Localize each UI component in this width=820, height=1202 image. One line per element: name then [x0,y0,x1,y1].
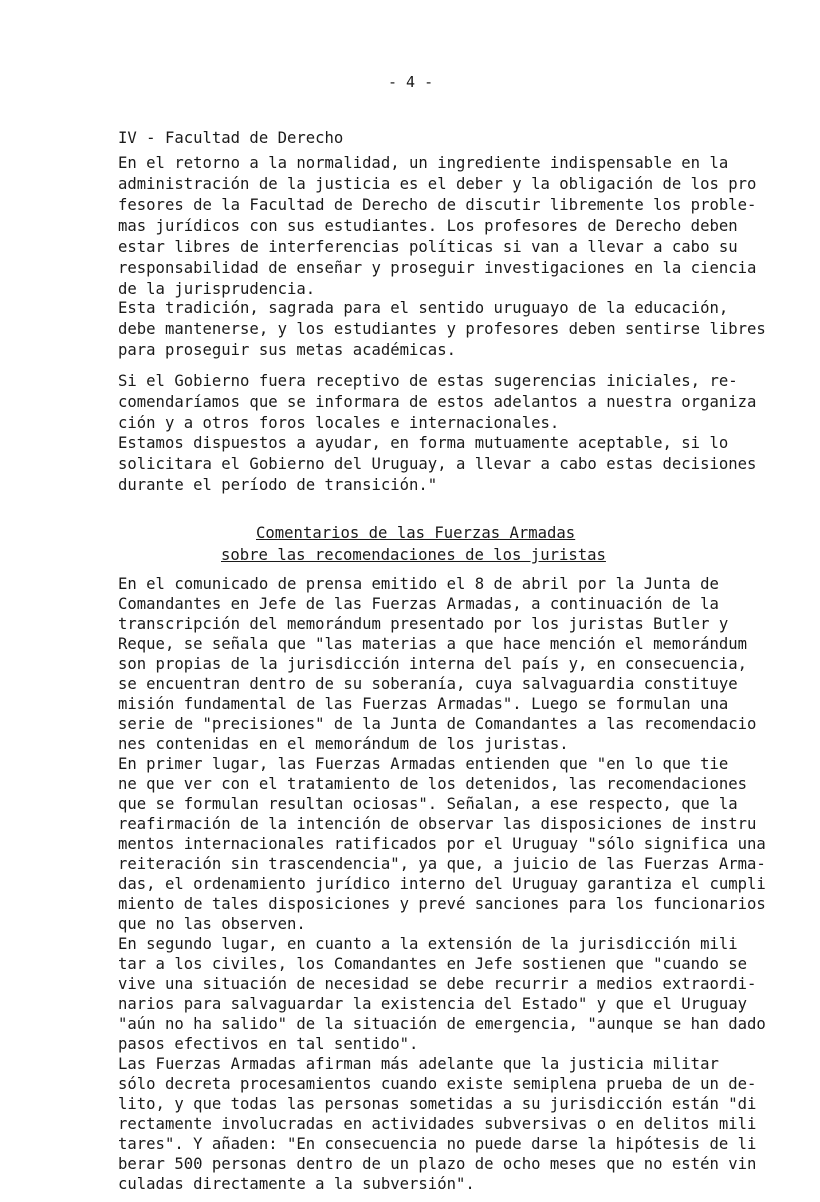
text-line: mas jurídicos con sus estudiantes. Los profesores de Derecho deben [118,217,738,235]
text-line: Reque, se señala que "las materias a que hace mención el memorándum [118,635,748,653]
text-line: mentos internacionales ratificados por el Uruguay "sólo significa una [118,835,766,853]
text-line: Esta tradición, sagrada para el sentido uruguayo de la educación, [118,299,729,317]
text-line: nes contenidas en el memorándum de los juristas. [118,735,569,753]
text-line: Comandantes en Jefe de las Fuerzas Armadas, a continuación de la [118,595,719,613]
text-line: misión fundamental de las Fuerzas Armadas". Luego se formulan una [118,695,729,713]
text-line: tares". Y añaden: "En consecuencia no puede darse la hipótesis de li [118,1135,757,1153]
text-line: rectamente involucradas en actividades subversivas o en delitos mili [118,1115,757,1133]
text-line: berar 500 personas dentro de un plazo de ocho meses que no estén vin [118,1155,757,1173]
text-line: lito, y que todas las personas sometidas a su jurisdicción están "di [118,1095,757,1113]
text-line: que se formulan resultan ociosas". Señalan, a ese respecto, que la [118,795,738,813]
text-line: tar a los civiles, los Comandantes en Jefe sostienen que "cuando se [118,955,748,973]
text-line: sólo decreta procesamientos cuando existe semiplena prueba de un de- [118,1075,757,1093]
text-line: comendaríamos que se informara de estos adelantos a nuestra organiza [118,393,757,411]
text-line: son propias de la jurisdicción interna del país y, en consecuencia, [118,655,748,673]
page-number: - 4 - [388,73,434,91]
text-line: narios para salvaguardar la existencia del Estado" y que el Uruguay [118,995,748,1013]
text-line: ne que ver con el tratamiento de los detenidos, las recomendaciones [118,775,748,793]
text-line: para proseguir sus metas académicas. [118,341,456,359]
text-line: debe mantenerse, y los estudiantes y profesores deben sentirse libres [118,320,766,338]
text-line: de la jurisprudencia. [118,280,316,298]
text-line: fesores de la Facultad de Derecho de discutir libremente los proble- [118,196,757,214]
text-line: reafirmación de la intención de observar las disposiciones de instru [118,815,757,833]
subheading-line-1: Comentarios de las Fuerzas Armadas [256,524,576,542]
text-line: pasos efectivos en tal sentido". [118,1035,419,1053]
text-line: "aún no ha salido" de la situación de emergencia, "aunque se han dado [118,1015,766,1033]
text-line: ción y a otros foros locales e internacionales. [118,414,560,432]
text-line: solicitara el Gobierno del Uruguay, a llevar a cabo estas decisiones [118,455,757,473]
text-line: Si el Gobierno fuera receptivo de estas sugerencias iniciales, re- [118,372,738,390]
text-line: vive una situación de necesidad se debe recurrir a medios extraordi- [118,975,757,993]
text-line: En el retorno a la normalidad, un ingrediente indispensable en la [118,154,729,172]
text-line: En el comunicado de prensa emitido el 8 de abril por la Junta de [118,575,719,593]
text-line: transcripción del memorándum presentado por los juristas Butler y [118,615,729,633]
text-line: Las Fuerzas Armadas afirman más adelante que la justicia militar [118,1055,719,1073]
text-line: durante el período de transición." [118,476,438,494]
text-line: que no las observen. [118,915,306,933]
text-line: das, el ordenamiento jurídico interno del Uruguay garantiza el cumpli [118,875,766,893]
subheading-line-2: sobre las recomendaciones de los juristas [221,546,606,564]
text-line: En segundo lugar, en cuanto a la extensión de la jurisdicción mili [118,935,738,953]
text-line: administración de la justicia es el deber y la obligación de los pro [118,175,757,193]
text-line: miento de tales disposiciones y prevé sanciones para los funcionarios [118,895,766,913]
text-line: En primer lugar, las Fuerzas Armadas entienden que "en lo que tie [118,755,729,773]
text-line: se encuentran dentro de su soberanía, cuya salvaguardia constituye [118,675,738,693]
text-line: Estamos dispuestos a ayudar, en forma mutuamente aceptable, si lo [118,434,729,452]
text-line: estar libres de interferencias políticas si van a llevar a cabo su [118,238,738,256]
text-line: responsabilidad de enseñar y proseguir investigaciones en la ciencia [118,259,757,277]
section-title: IV - Facultad de Derecho [118,129,344,147]
text-line: reiteración sin trascendencia", ya que, a juicio de las Fuerzas Arma- [118,855,766,873]
text-line: serie de "precisiones" de la Junta de Comandantes a las recomendacio [118,715,757,733]
text-line: culadas directamente a la subversión". [118,1175,475,1193]
